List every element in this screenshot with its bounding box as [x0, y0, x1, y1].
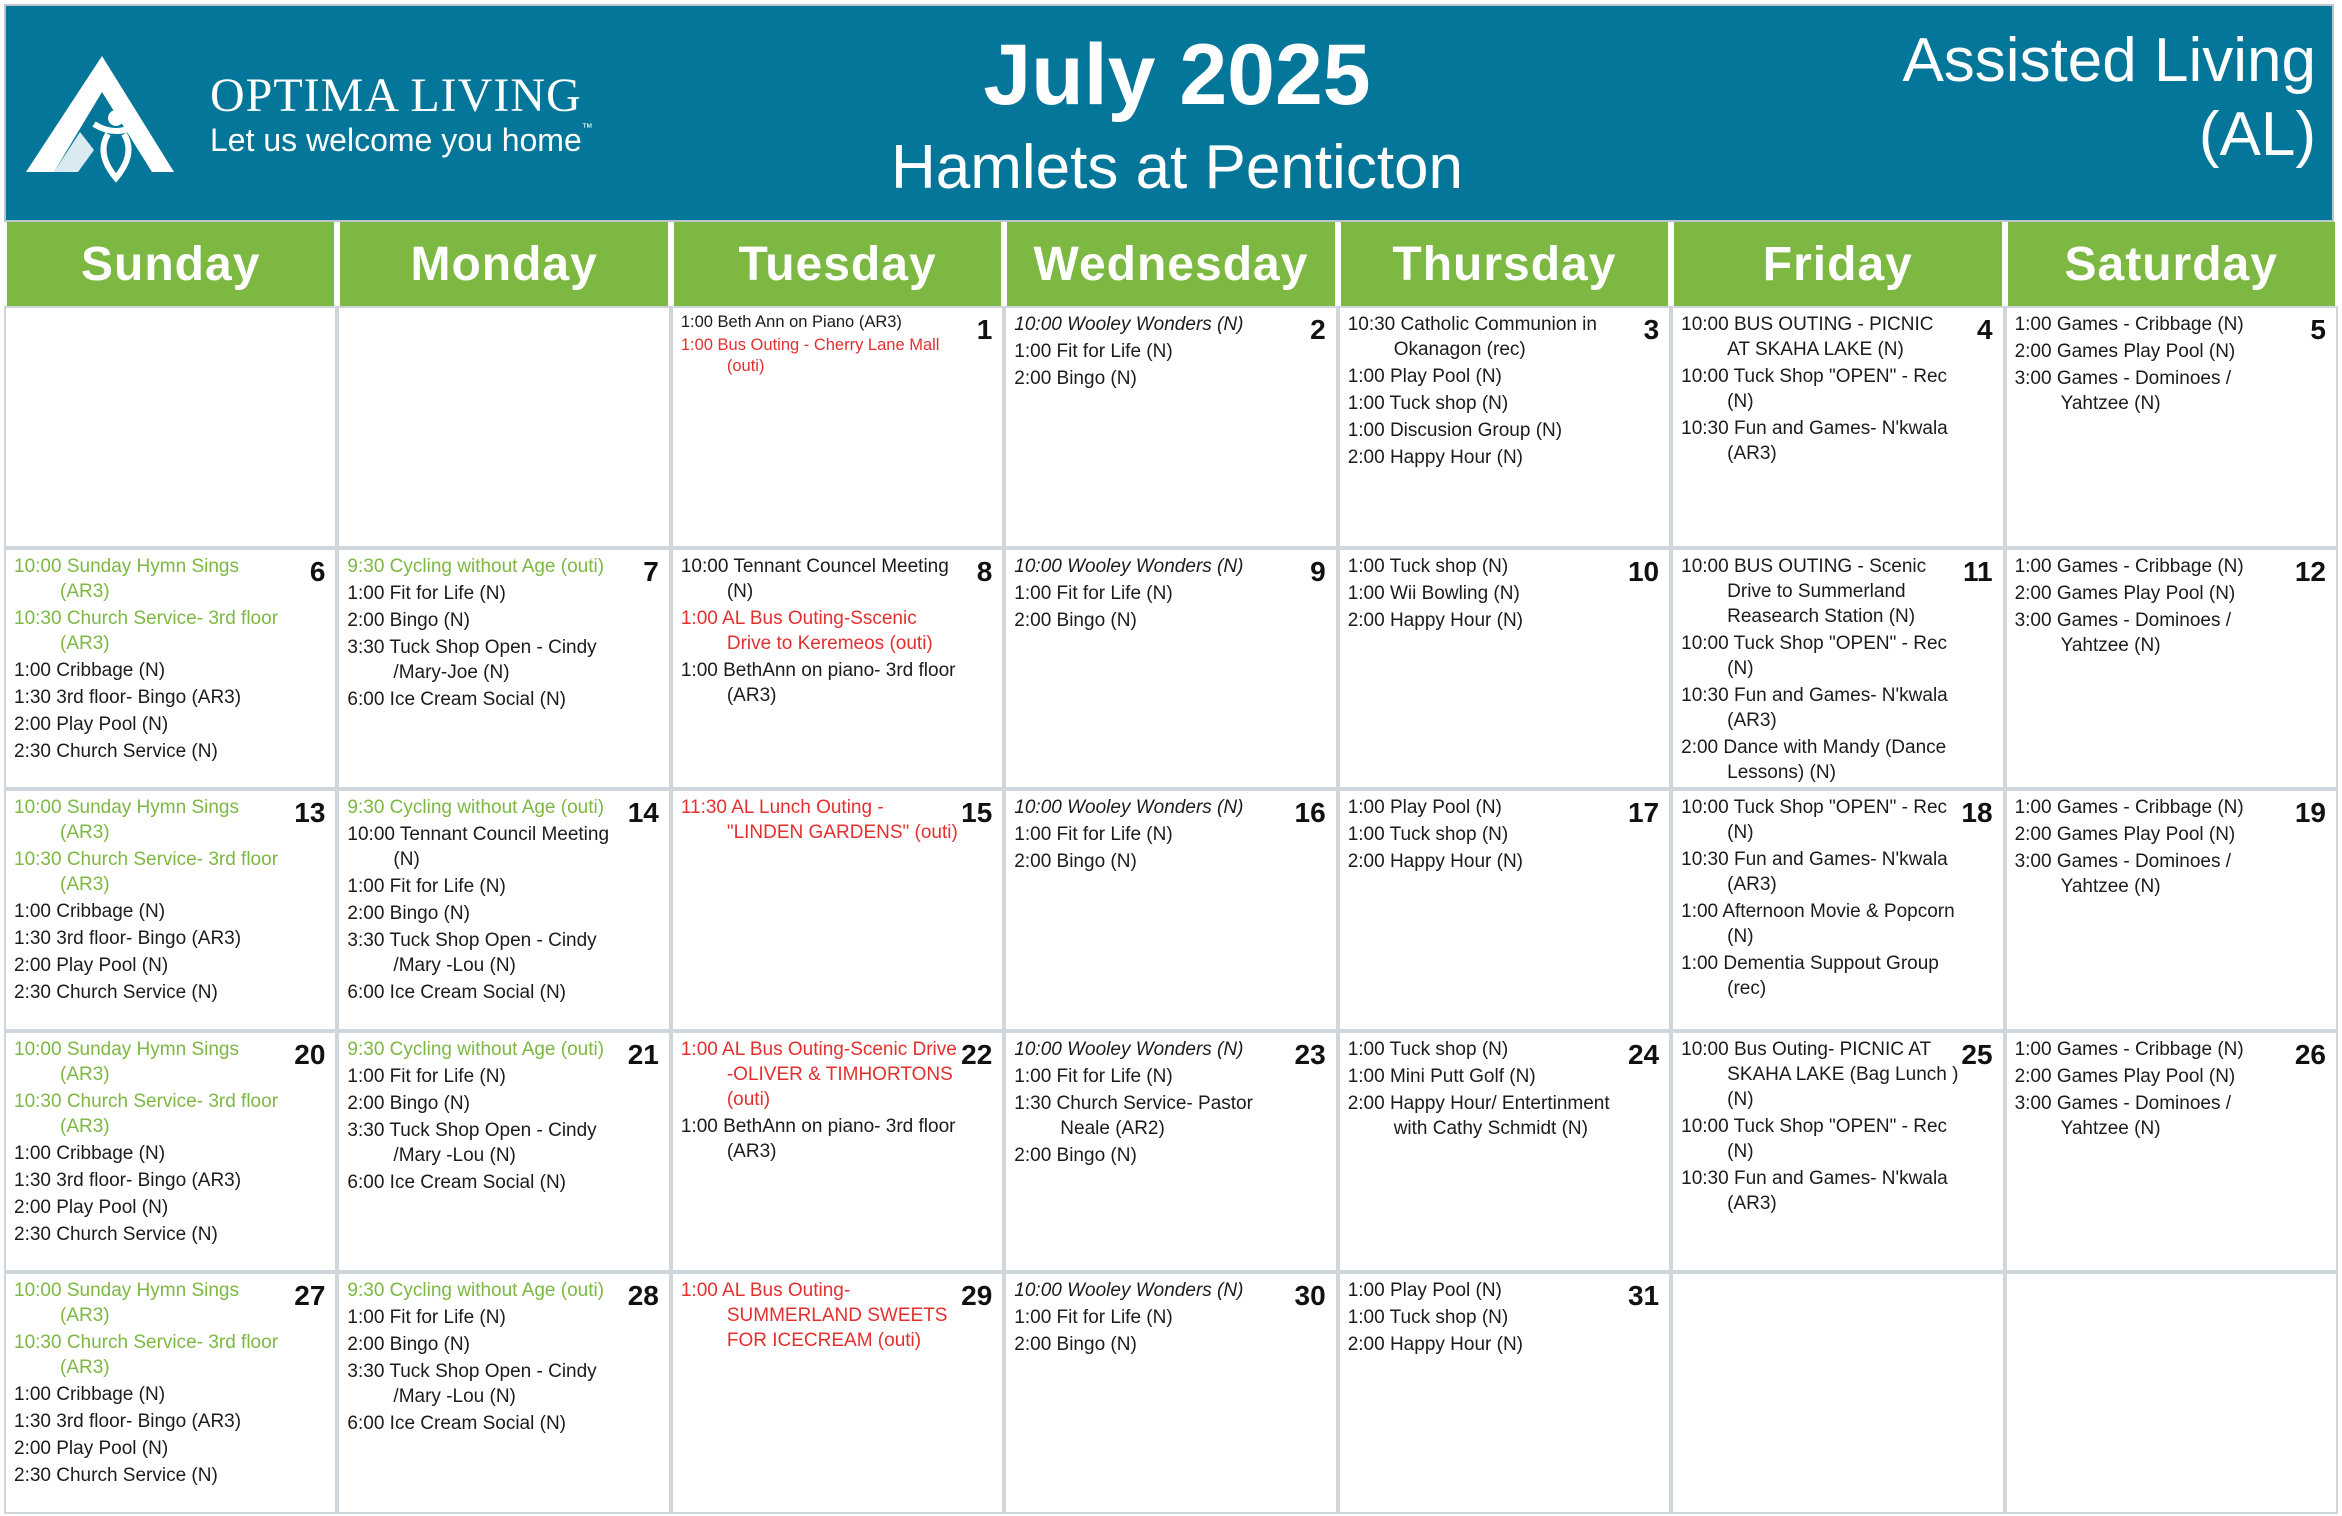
day-number: 15 — [961, 797, 993, 829]
event-item: 1:00 Fit for Life (N) — [347, 582, 506, 604]
event-item: 2:00 Games Play Pool (N) — [2014, 1065, 2236, 1087]
event-item: 1:30 3rd floor- Bingo (AR3) — [14, 928, 242, 950]
event-item: 2:00 Bingo (N) — [347, 1334, 470, 1356]
event-list — [14, 1037, 291, 1247]
event-item: 1:00 AL Bus Outing-Sscenic Drive to Keremeos (outi) — [680, 607, 933, 654]
event-item: 1:00 BethAnn on piano- 3rd floor (AR3) — [680, 1115, 956, 1162]
event-list — [1348, 795, 1625, 874]
event-list — [2015, 312, 2292, 416]
location-title: Hamlets at Penticton — [890, 133, 1464, 202]
calendar-header — [4, 4, 2334, 222]
day-cell-13 — [6, 791, 335, 1029]
event-item: 1:00 Discusion Group (N) — [1347, 420, 1563, 441]
day-cell-28 — [339, 1274, 668, 1512]
calendar-grid — [4, 306, 2338, 1514]
event-list — [14, 554, 291, 764]
event-item: 1:00 Tuck shop (N) — [1347, 393, 1509, 414]
day-number: 31 — [1627, 1280, 1660, 1312]
day-cell-4 — [1673, 308, 2002, 546]
day-cell-20 — [6, 1033, 335, 1271]
event-item: 1:00 AL Bus Outing-Scenic Drive -OLIVER & TIMHORTONS (outi) — [680, 1038, 957, 1110]
day-number: 3 — [1643, 314, 1660, 345]
day-number: 12 — [2294, 555, 2326, 587]
event-list — [1681, 795, 1958, 1001]
event-item: 9:30 Cycling without Age (outi) — [347, 1038, 605, 1060]
day-number: 10 — [1627, 555, 1660, 587]
event-item: 1:30 3rd floor- Bingo (AR3) — [14, 1411, 242, 1433]
event-item: 2:00 Happy Hour (N) — [1347, 447, 1523, 468]
event-list — [1681, 312, 1958, 466]
event-item: 2:30 Church Service (N) — [14, 1223, 218, 1245]
event-item: 3:30 Tuck Shop Open - Cindy /Mary-Joe (N) — [347, 636, 597, 683]
event-item: 1:00 Wii Bowling (N) — [1347, 582, 1520, 604]
day-number: 19 — [2294, 797, 2326, 829]
day-cell-9 — [1006, 550, 1335, 788]
event-item: 3:30 Tuck Shop Open - Cindy /Mary -Lou (N) — [347, 1119, 597, 1166]
program-label — [1902, 24, 2316, 172]
empty-day-cell — [6, 308, 335, 546]
event-item: 2:00 Play Pool (N) — [14, 713, 169, 735]
event-item: 3:30 Tuck Shop Open - Cindy /Mary -Lou (N) — [347, 930, 597, 977]
day-number: 23 — [1294, 1038, 1326, 1070]
event-item: 11:30 AL Lunch Outing -"LINDEN GARDENS" (outi) — [680, 797, 958, 844]
event-item: 1:00 Play Pool (N) — [1347, 366, 1502, 387]
event-item: 6:00 Ice Cream Social (N) — [347, 982, 566, 1004]
event-list — [681, 1278, 958, 1353]
day-number: 25 — [1961, 1038, 1993, 1070]
event-item: 2:00 Play Pool (N) — [14, 1196, 169, 1218]
event-item: 10:30 Church Service- 3rd floor (AR3) — [14, 1332, 279, 1379]
event-item: 3:00 Games - Dominoes / Yahtzee (N) — [2014, 1092, 2232, 1139]
event-item: 1:00 Fit for Life (N) — [1014, 341, 1173, 362]
event-item: 1:00 Fit for Life (N) — [347, 1065, 506, 1087]
program-line-1: Assisted Living — [1902, 26, 2316, 95]
day-number: 26 — [2294, 1038, 2326, 1070]
day-cell-25 — [1673, 1033, 2002, 1271]
day-number: 5 — [2310, 314, 2326, 345]
weekday-tuesday: Tuesday — [671, 222, 1004, 306]
event-item: 1:00 Play Pool (N) — [1347, 797, 1502, 819]
event-item: 1:00 Cribbage (N) — [14, 1384, 166, 1406]
day-number: 1 — [976, 314, 993, 345]
day-cell-10 — [1340, 550, 1669, 788]
event-item: 10:00 BUS OUTING - PICNIC AT SKAHA LAKE (N) — [1681, 314, 1934, 360]
day-number: 20 — [294, 1038, 326, 1070]
event-item: 10:30 Catholic Communion in Okanagon (rec) — [1347, 314, 1597, 360]
event-item: 1:00 Cribbage (N) — [14, 659, 166, 681]
event-list — [1348, 1037, 1625, 1141]
event-item: 2:30 Church Service (N) — [14, 1465, 218, 1487]
day-cell-26 — [2007, 1033, 2336, 1271]
day-number: 30 — [1294, 1280, 1326, 1312]
event-list — [1348, 312, 1625, 470]
day-number: 29 — [961, 1280, 993, 1312]
day-cell-1 — [673, 308, 1002, 546]
day-cell-5 — [2007, 308, 2336, 546]
day-number: 24 — [1627, 1038, 1660, 1070]
event-item: 2:30 Church Service (N) — [14, 982, 218, 1004]
event-item: 1:00 Games - Cribbage (N) — [2014, 555, 2244, 577]
event-item: 2:00 Bingo (N) — [347, 1092, 470, 1114]
event-item: 2:00 Games Play Pool (N) — [2014, 824, 2236, 846]
event-list — [347, 554, 624, 712]
event-item: 10:00 Tuck Shop "OPEN" - Rec (N) — [1681, 797, 1948, 844]
day-cell-27 — [6, 1274, 335, 1512]
event-item: 1:00 Tuck shop (N) — [1347, 824, 1509, 846]
event-item: 9:30 Cycling without Age (outi) — [347, 1280, 605, 1302]
day-cell-15 — [673, 791, 1002, 1029]
event-item: 2:00 Bingo (N) — [1014, 1334, 1137, 1356]
day-cell-29 — [673, 1274, 1002, 1512]
event-item: 3:00 Games - Dominoes / Yahtzee (N) — [2014, 609, 2232, 656]
event-list — [1014, 795, 1291, 874]
event-item: 10:30 Church Service- 3rd floor (AR3) — [14, 607, 279, 654]
event-list — [14, 795, 291, 1005]
event-item: 1:00 Games - Cribbage (N) — [2014, 1038, 2244, 1060]
logo-tagline-text: Let us welcome you home — [210, 122, 582, 158]
weekday-wednesday: Wednesday — [1004, 222, 1337, 306]
day-number: 9 — [1310, 555, 1326, 587]
day-number: 14 — [627, 797, 659, 829]
event-list — [1681, 1037, 1958, 1216]
day-number: 13 — [294, 797, 326, 829]
event-item: 2:00 Bingo (N) — [347, 609, 470, 631]
event-item: 9:30 Cycling without Age (outi) — [347, 797, 605, 819]
day-cell-2 — [1006, 308, 1335, 546]
day-number: 2 — [1310, 314, 1326, 345]
event-list — [681, 1037, 958, 1164]
event-item: 10:00 BUS OUTING - Scenic Drive to Summerland Reasearch Station (N) — [1681, 555, 1927, 627]
event-item: 6:00 Ice Cream Social (N) — [347, 688, 566, 710]
event-list — [2015, 554, 2292, 658]
event-list — [681, 795, 958, 845]
weekday-header-row — [4, 222, 2338, 306]
event-list — [681, 312, 958, 377]
day-cell-17 — [1340, 791, 1669, 1029]
event-item: 3:30 Tuck Shop Open - Cindy /Mary -Lou (N) — [347, 1361, 597, 1408]
event-item: 10:30 Fun and Games- N'kwala (AR3) — [1681, 849, 1948, 896]
day-cell-3 — [1340, 308, 1669, 546]
day-cell-7 — [339, 550, 668, 788]
day-number: 8 — [976, 555, 993, 587]
event-item: 2:00 Bingo (N) — [1014, 851, 1137, 873]
event-item: 10:30 Fun and Games- N'kwala (AR3) — [1681, 1167, 1948, 1214]
event-item: 1:00 Cribbage (N) — [14, 1142, 166, 1164]
day-number: 17 — [1627, 797, 1660, 829]
event-item: 2:00 Happy Hour/ Entertinment with Cathy Schmidt (N) — [1347, 1092, 1610, 1139]
event-list — [1014, 312, 1291, 391]
event-list — [681, 554, 958, 708]
event-item: 6:00 Ice Cream Social (N) — [347, 1171, 566, 1193]
event-item: 10:00 Wooley Wonders (N) — [1014, 555, 1244, 577]
event-item: 2:00 Bingo (N) — [347, 903, 470, 925]
day-cell-19 — [2007, 791, 2336, 1029]
month-title: July 2025 — [983, 27, 1371, 123]
event-item: 10:00 Wooley Wonders (N) — [1014, 1038, 1244, 1060]
event-item: 2:30 Church Service (N) — [14, 740, 218, 762]
day-number: 21 — [627, 1038, 659, 1070]
day-number: 11 — [1962, 555, 1993, 587]
weekday-monday: Monday — [337, 222, 670, 306]
weekday-saturday: Saturday — [2005, 222, 2338, 306]
event-item: 10:00 Sunday Hymn Sings (AR3) — [14, 555, 239, 602]
weekday-friday: Friday — [1671, 222, 2004, 306]
event-item: 10:00 Sunday Hymn Sings (AR3) — [14, 1280, 239, 1327]
event-list — [1014, 554, 1291, 633]
program-line-2: (AL) — [2198, 100, 2316, 169]
event-item: 2:00 Dance with Mandy (Dance Lessons) (N) — [1681, 736, 1947, 783]
event-item: 1:00 Cribbage (N) — [14, 901, 166, 923]
event-list — [1014, 1037, 1291, 1168]
event-item: 10:30 Church Service- 3rd floor (AR3) — [14, 1090, 279, 1137]
day-number: 16 — [1294, 797, 1326, 829]
event-item: 1:00 Mini Putt Golf (N) — [1347, 1065, 1536, 1087]
day-cell-21 — [339, 1033, 668, 1271]
event-item: 1:00 AL Bus Outing- SUMMERLAND SWEETS FOR ICECREAM (outi) — [680, 1280, 948, 1352]
trademark-mark: ™ — [581, 122, 593, 134]
day-number: 27 — [294, 1280, 326, 1312]
event-item: 10:30 Fun and Games- N'kwala (AR3) — [1681, 684, 1948, 731]
event-item: 10:00 Bus Outing- PICNIC AT SKAHA LAKE (Bag Lunch ) (N) — [1681, 1038, 1959, 1110]
day-cell-16 — [1006, 791, 1335, 1029]
event-item: 10:00 Sunday Hymn Sings (AR3) — [14, 1038, 239, 1085]
event-item: 1:00 Beth Ann on Piano (AR3) — [680, 313, 902, 331]
event-item: 1:00 Afternoon Movie & Popcorn (N) — [1681, 901, 1955, 948]
day-cell-23 — [1006, 1033, 1335, 1271]
event-list — [14, 1278, 291, 1488]
event-item: 2:00 Happy Hour (N) — [1347, 1334, 1523, 1356]
event-item: 1:00 Fit for Life (N) — [1014, 1065, 1173, 1087]
day-number: 18 — [1961, 797, 1993, 829]
event-list — [347, 1037, 624, 1195]
event-item: 1:00 Fit for Life (N) — [1014, 582, 1173, 604]
event-item: 10:00 Tennant Councel Meeting (N) — [680, 555, 949, 602]
event-list — [2015, 1037, 2292, 1141]
event-list — [2015, 795, 2292, 899]
day-cell-22 — [673, 1033, 1002, 1271]
event-item: 1:00 Fit for Life (N) — [347, 876, 506, 898]
day-number: 6 — [309, 555, 326, 587]
event-item: 2:00 Happy Hour (N) — [1347, 609, 1523, 631]
event-list — [1348, 554, 1625, 633]
event-list — [1681, 554, 1958, 785]
event-item: 10:00 Wooley Wonders (N) — [1014, 314, 1244, 335]
day-number: 22 — [961, 1038, 993, 1070]
event-item: 6:00 Ice Cream Social (N) — [347, 1413, 566, 1435]
event-item: 1:30 3rd floor- Bingo (AR3) — [14, 1169, 242, 1191]
event-item: 10:30 Fun and Games- N'kwala (AR3) — [1681, 418, 1948, 464]
event-item: 1:00 Tuck shop (N) — [1347, 1307, 1509, 1329]
event-item: 1:30 Church Service- Pastor Neale (AR2) — [1014, 1092, 1253, 1139]
event-item: 3:00 Games - Dominoes / Yahtzee (N) — [2014, 368, 2232, 414]
weekday-thursday: Thursday — [1338, 222, 1671, 306]
event-item: 1:00 Fit for Life (N) — [1014, 824, 1173, 846]
day-cell-12 — [2007, 550, 2336, 788]
event-list — [347, 1278, 624, 1436]
event-item: 1:00 Tuck shop (N) — [1347, 1038, 1509, 1060]
empty-day-cell — [2007, 1274, 2336, 1512]
day-cell-24 — [1340, 1033, 1669, 1271]
event-item: 2:00 Bingo (N) — [1014, 1144, 1137, 1166]
day-number: 28 — [627, 1280, 659, 1312]
event-item: 1:00 Fit for Life (N) — [1014, 1307, 1173, 1329]
event-item: 1:00 Dementia Suppout Group (rec) — [1681, 953, 1939, 1000]
day-cell-11 — [1673, 550, 2002, 788]
empty-day-cell — [339, 308, 668, 546]
event-item: 1:00 Fit for Life (N) — [347, 1307, 506, 1329]
event-item: 2:00 Games Play Pool (N) — [2014, 582, 2236, 604]
day-cell-14 — [339, 791, 668, 1029]
event-item: 10:00 Wooley Wonders (N) — [1014, 1280, 1244, 1302]
event-list — [1348, 1278, 1625, 1357]
day-number: 4 — [1976, 314, 1993, 345]
event-item: 10:00 Tuck Shop "OPEN" - Rec (N) — [1681, 632, 1948, 679]
event-item: 2:00 Bingo (N) — [1014, 609, 1137, 631]
event-item: 3:00 Games - Dominoes / Yahtzee (N) — [2014, 851, 2232, 898]
event-item: 1:00 Play Pool (N) — [1347, 1280, 1502, 1302]
logo-name: OPTIMA LIVING — [210, 69, 582, 122]
day-number: 7 — [643, 555, 659, 587]
event-item: 10:00 Tuck Shop "OPEN" - Rec (N) — [1681, 366, 1948, 412]
event-item: 2:00 Bingo (N) — [1014, 368, 1137, 389]
day-cell-31 — [1340, 1274, 1669, 1512]
weekday-sunday: Sunday — [4, 222, 337, 306]
event-item: 1:00 BethAnn on piano- 3rd floor (AR3) — [680, 659, 956, 706]
event-list — [1014, 1278, 1291, 1357]
event-item: 10:00 Wooley Wonders (N) — [1014, 797, 1244, 819]
event-item: 10:00 Sunday Hymn Sings (AR3) — [14, 797, 239, 844]
event-list — [347, 795, 624, 1005]
event-item: 10:00 Tuck Shop "OPEN" - Rec (N) — [1681, 1115, 1948, 1162]
event-item: 1:00 Games - Cribbage (N) — [2014, 797, 2244, 819]
empty-day-cell — [1673, 1274, 2002, 1512]
event-item: 2:00 Games Play Pool (N) — [2014, 341, 2236, 362]
event-item: 1:00 Games - Cribbage (N) — [2014, 314, 2244, 335]
event-item: 1:30 3rd floor- Bingo (AR3) — [14, 686, 242, 708]
event-item: 9:30 Cycling without Age (outi) — [347, 555, 605, 577]
event-item: 10:00 Tennant Council Meeting (N) — [347, 824, 610, 871]
day-cell-30 — [1006, 1274, 1335, 1512]
day-cell-8 — [673, 550, 1002, 788]
event-item: 2:00 Play Pool (N) — [14, 955, 169, 977]
event-item: 2:00 Happy Hour (N) — [1347, 851, 1523, 873]
event-item: 2:00 Play Pool (N) — [14, 1438, 169, 1460]
event-item: 1:00 Tuck shop (N) — [1347, 555, 1509, 577]
event-item: 1:00 Bus Outing - Cherry Lane Mall (outi) — [680, 336, 940, 375]
event-item: 10:30 Church Service- 3rd floor (AR3) — [14, 849, 279, 896]
day-cell-6 — [6, 550, 335, 788]
day-cell-18 — [1673, 791, 2002, 1029]
